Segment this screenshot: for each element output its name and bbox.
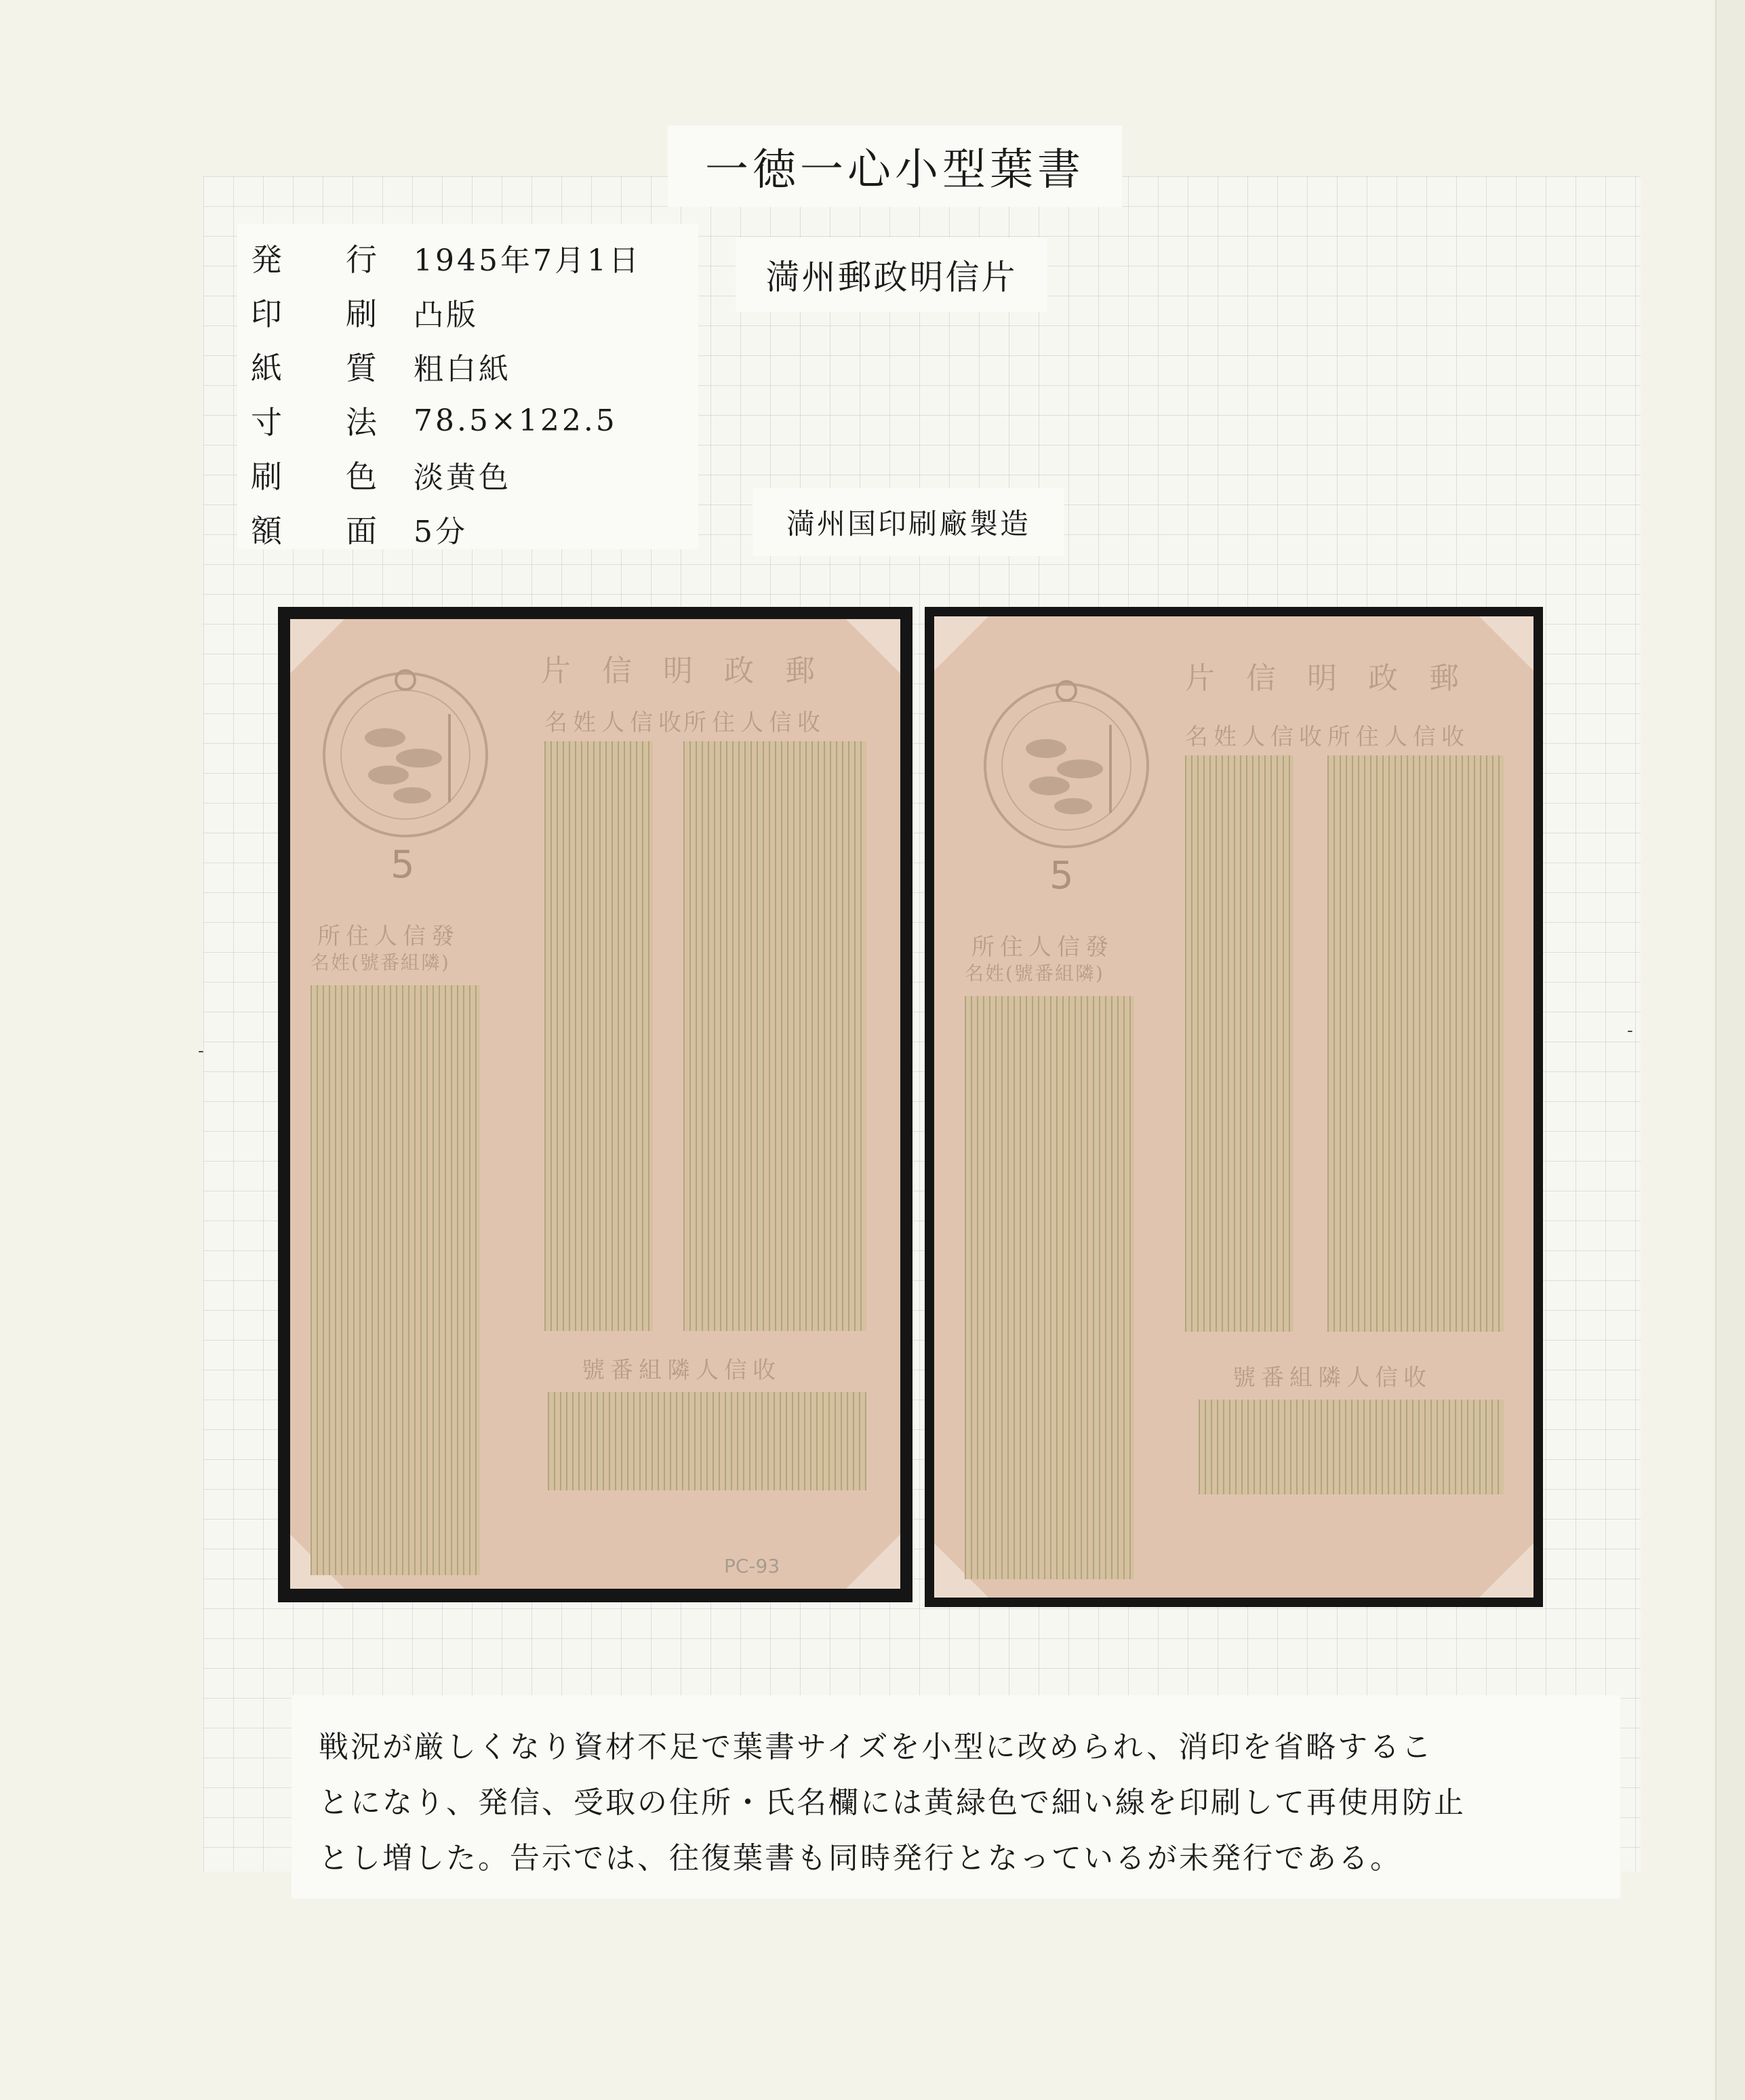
card-mount-left [278, 607, 912, 1602]
page-edge [1715, 0, 1745, 2100]
stamp-imprint-icon [971, 650, 1161, 867]
recipient-name-field [1185, 755, 1293, 1332]
page-title: 一徳一心小型葉書 [668, 125, 1122, 207]
maker-label: 満州国印刷廠製造 [753, 488, 1064, 556]
detail-color: 刷 色 淡黄色 [251, 458, 511, 495]
detail-paper: 紙 質 粗白紙 [251, 350, 511, 387]
sender-address-label: 所住人信發 [971, 934, 1114, 961]
recipient-neighborhood-field [1199, 1400, 1504, 1494]
sender-name-label: 名姓(號番組隣) [965, 962, 1104, 985]
recipient-address-field [683, 741, 866, 1331]
recipient-name-label: 名姓人信收 [1185, 724, 1327, 751]
recipient-name-field [544, 741, 653, 1331]
detail-denomination: 額 面 5分 [251, 513, 468, 549]
detail-printing: 印 刷 凸版 [251, 296, 479, 332]
denomination-numeral: 5 [1049, 854, 1074, 898]
postcard-right [934, 616, 1533, 1598]
card-mount-right [925, 607, 1543, 1607]
stamp-imprint-icon [310, 639, 500, 856]
detail-issue-date: 発 行 1945年7月1日 [251, 241, 641, 278]
margin-tick: - [198, 1041, 204, 1061]
margin-tick: - [1627, 1021, 1633, 1041]
card-header: 片信明政郵 [541, 654, 846, 688]
detail-size: 寸 法 78.5×122.5 [251, 403, 618, 441]
denomination-numeral: 5 [390, 843, 415, 887]
description-box [292, 1695, 1620, 1899]
recipient-address-label: 所住人信收 [683, 709, 826, 736]
details-block [237, 224, 698, 549]
description-line: とになり、発信、受取の住所・氏名欄には黄緑色で細い線を印刷して再使用防止 [319, 1785, 1466, 1820]
recipient-neighborhood-label: 號番組隣人信收 [1232, 1364, 1432, 1391]
recipient-neighborhood-field [548, 1392, 866, 1490]
recipient-neighborhood-label: 號番組隣人信收 [582, 1357, 781, 1384]
card-name-label: 満州郵政明信片 [736, 237, 1047, 312]
recipient-name-label: 名姓人信收 [544, 709, 687, 736]
postcard-left [290, 619, 900, 1589]
card-header: 片信明政郵 [1185, 661, 1490, 696]
recipient-address-label: 所住人信收 [1327, 724, 1470, 751]
sender-field [310, 985, 480, 1575]
pencil-note: PC-93 [724, 1555, 780, 1577]
sender-address-label: 所住人信發 [317, 923, 460, 950]
description-line: とし増した。告示では、往復葉書も同時発行となっているが未発行である。 [319, 1841, 1402, 1876]
recipient-address-field [1327, 755, 1504, 1332]
sender-name-label: 名姓(號番組隣) [310, 951, 450, 974]
sender-field [965, 996, 1134, 1579]
description-line: 戦況が厳しくなり資材不足で葉書サイズを小型に改められ、消印を省略するこ [319, 1730, 1434, 1764]
